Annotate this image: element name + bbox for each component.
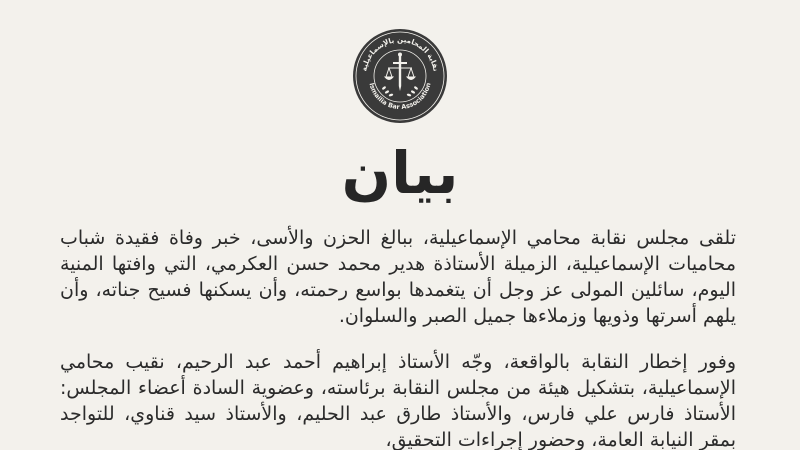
statement-paragraph-2: وفور إخطار النقابة بالواقعة، وجّه الأستاذ إبراهيم أحمد عبد الرحيم، نقيب محامي الإسماعيلية، بتشكيل هيئة من مجلس النقابة برئاسته، وعضوية السادة أعضاء المجلس: الأستاذ فارس علي فارس، والأستاذ طارق عبد الحليم، والأستاذ سيد قناوي، للتواجد بمقر النيابة العامة، وحضور إجراءات التحقيق، bbox=[60, 351, 736, 450]
statement-body bbox=[60, 225, 736, 450]
seal-logo-icon bbox=[352, 28, 448, 124]
statement-title: بيان bbox=[341, 139, 459, 207]
seal-english-text: Ismailia Bar Association bbox=[367, 81, 433, 112]
statement-paragraph-1: تلقى مجلس نقابة محامي الإسماعيلية، ببالغ الحزن والأسى، خبر وفاة فقيدة شباب محاميات الإسماعيلية، الزميلة الأستاذة هدير محمد حسن العكرمي، التي وافتها المنية اليوم، سائلين المولى عز وجل أن يتغمدها بواسع رحمته، وأن يسكنها فسيح جناته، وأن يلهم أسرتها وذويها وزملاءها جميل الصبر والسلوان. bbox=[60, 227, 736, 327]
seal-arabic-text: نقابة المحامين بالإسماعيلية bbox=[359, 34, 441, 73]
bar-association-seal bbox=[352, 28, 448, 124]
